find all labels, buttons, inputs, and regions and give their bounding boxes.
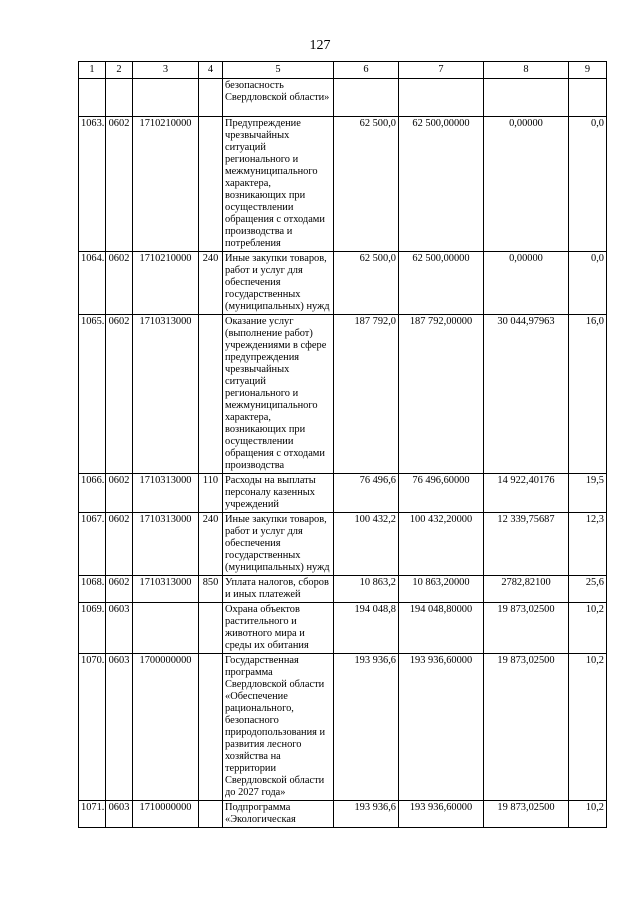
expense-type-code: [199, 801, 223, 828]
header-col-6: 6: [334, 62, 399, 79]
executed-amount: 0,00000: [484, 252, 569, 315]
row-number: 1067.: [79, 513, 106, 576]
target-article-code: 1710313000: [133, 315, 199, 474]
expense-type-code: [199, 654, 223, 801]
continuation-row: [79, 79, 607, 117]
target-article-code: 1700000000: [133, 654, 199, 801]
planned-amount: 76 496,6: [334, 474, 399, 513]
row-number: 1070.: [79, 654, 106, 801]
item-name: Оказание услуг (выполнение работ) учреждениями в сфере предупреждения чрезвычайных ситуаций регионального и межмуниципального характера, возникающих при осуществлении обращения с отходами производства: [223, 315, 334, 474]
table-row: [79, 603, 607, 654]
section-code: 0602: [106, 252, 133, 315]
expense-type-code: 850: [199, 576, 223, 603]
refined-amount: 194 048,80000: [399, 603, 484, 654]
continuation-name: безопасность Свердловской области»: [223, 79, 334, 117]
item-name: Подпрограмма «Экологическая: [223, 801, 334, 828]
executed-amount: 19 873,02500: [484, 603, 569, 654]
header-col-9: 9: [569, 62, 607, 79]
page-number: 127: [309, 38, 331, 53]
execution-percent: 10,2: [569, 801, 607, 828]
execution-percent: 10,2: [569, 654, 607, 801]
planned-amount: 187 792,0: [334, 315, 399, 474]
header-col-3: 3: [133, 62, 199, 79]
section-code: 0602: [106, 315, 133, 474]
expense-type-code: 240: [199, 513, 223, 576]
planned-amount: 193 936,6: [334, 654, 399, 801]
section-code: 0603: [106, 654, 133, 801]
item-name: Уплата налогов, сборов и иных платежей: [223, 576, 334, 603]
execution-percent: 19,5: [569, 474, 607, 513]
section-code: 0602: [106, 576, 133, 603]
target-article-code: 1710210000: [133, 252, 199, 315]
executed-amount: 2782,82100: [484, 576, 569, 603]
table-row: [79, 654, 607, 801]
target-article-code: 1710313000: [133, 474, 199, 513]
header-col-8: 8: [484, 62, 569, 79]
table-row: [79, 513, 607, 576]
executed-amount: 12 339,75687: [484, 513, 569, 576]
execution-percent: 25,6: [569, 576, 607, 603]
target-article-code: 1710313000: [133, 576, 199, 603]
target-article-code: [133, 603, 199, 654]
row-number: 1069.: [79, 603, 106, 654]
executed-amount: 30 044,97963: [484, 315, 569, 474]
item-name: Предупреждение чрезвычайных ситуаций регионального и межмуниципального характера, возникающих при осуществлении обращения с отходами производства и потребления: [223, 117, 334, 252]
expense-type-code: 110: [199, 474, 223, 513]
executed-amount: 0,00000: [484, 117, 569, 252]
table-row: [79, 474, 607, 513]
planned-amount: 194 048,8: [334, 603, 399, 654]
header-col-4: 4: [199, 62, 223, 79]
executed-amount: 14 922,40176: [484, 474, 569, 513]
refined-amount: 76 496,60000: [399, 474, 484, 513]
expense-type-code: [199, 603, 223, 654]
item-name: Государственная программа Свердловской области «Обеспечение рационального, безопасного природопользования и развития лесного хозяйства на территории Свердловской области до 2027 года»: [223, 654, 334, 801]
executed-amount: 19 873,02500: [484, 654, 569, 801]
execution-percent: 12,3: [569, 513, 607, 576]
row-number: 1065.: [79, 315, 106, 474]
column-number-row: [79, 62, 607, 79]
planned-amount: 10 863,2: [334, 576, 399, 603]
header-col-5: 5: [223, 62, 334, 79]
table-row: [79, 252, 607, 315]
target-article-code: 1710210000: [133, 117, 199, 252]
execution-percent: 0,0: [569, 252, 607, 315]
expense-type-code: [199, 117, 223, 252]
header-col-7: 7: [399, 62, 484, 79]
refined-amount: 187 792,00000: [399, 315, 484, 474]
planned-amount: 62 500,0: [334, 252, 399, 315]
table-row: [79, 117, 607, 252]
section-code: 0603: [106, 603, 133, 654]
row-number: 1071.: [79, 801, 106, 828]
execution-percent: 10,2: [569, 603, 607, 654]
refined-amount: 193 936,60000: [399, 801, 484, 828]
target-article-code: 1710313000: [133, 513, 199, 576]
target-article-code: 1710000000: [133, 801, 199, 828]
item-name: Расходы на выплаты персоналу казенных учреждений: [223, 474, 334, 513]
budget-table: [78, 61, 607, 828]
table-row: [79, 315, 607, 474]
refined-amount: 62 500,00000: [399, 117, 484, 252]
planned-amount: 100 432,2: [334, 513, 399, 576]
item-name: Иные закупки товаров, работ и услуг для обеспечения государственных (муниципальных) нужд: [223, 252, 334, 315]
row-number: 1066.: [79, 474, 106, 513]
item-name: Иные закупки товаров, работ и услуг для обеспечения государственных (муниципальных) нужд: [223, 513, 334, 576]
refined-amount: 100 432,20000: [399, 513, 484, 576]
table-row: [79, 801, 607, 828]
refined-amount: 193 936,60000: [399, 654, 484, 801]
expense-type-code: 240: [199, 252, 223, 315]
section-code: 0602: [106, 117, 133, 252]
header-col-2: 2: [106, 62, 133, 79]
refined-amount: 62 500,00000: [399, 252, 484, 315]
execution-percent: 0,0: [569, 117, 607, 252]
section-code: 0602: [106, 474, 133, 513]
expense-type-code: [199, 315, 223, 474]
executed-amount: 19 873,02500: [484, 801, 569, 828]
refined-amount: 10 863,20000: [399, 576, 484, 603]
row-number: 1064.: [79, 252, 106, 315]
section-code: 0603: [106, 801, 133, 828]
planned-amount: 193 936,6: [334, 801, 399, 828]
item-name: Охрана объектов растительного и животного мира и среды их обитания: [223, 603, 334, 654]
row-number: 1063.: [79, 117, 106, 252]
section-code: 0602: [106, 513, 133, 576]
execution-percent: 16,0: [569, 315, 607, 474]
row-number: 1068.: [79, 576, 106, 603]
table-row: [79, 576, 607, 603]
planned-amount: 62 500,0: [334, 117, 399, 252]
header-col-1: 1: [79, 62, 106, 79]
